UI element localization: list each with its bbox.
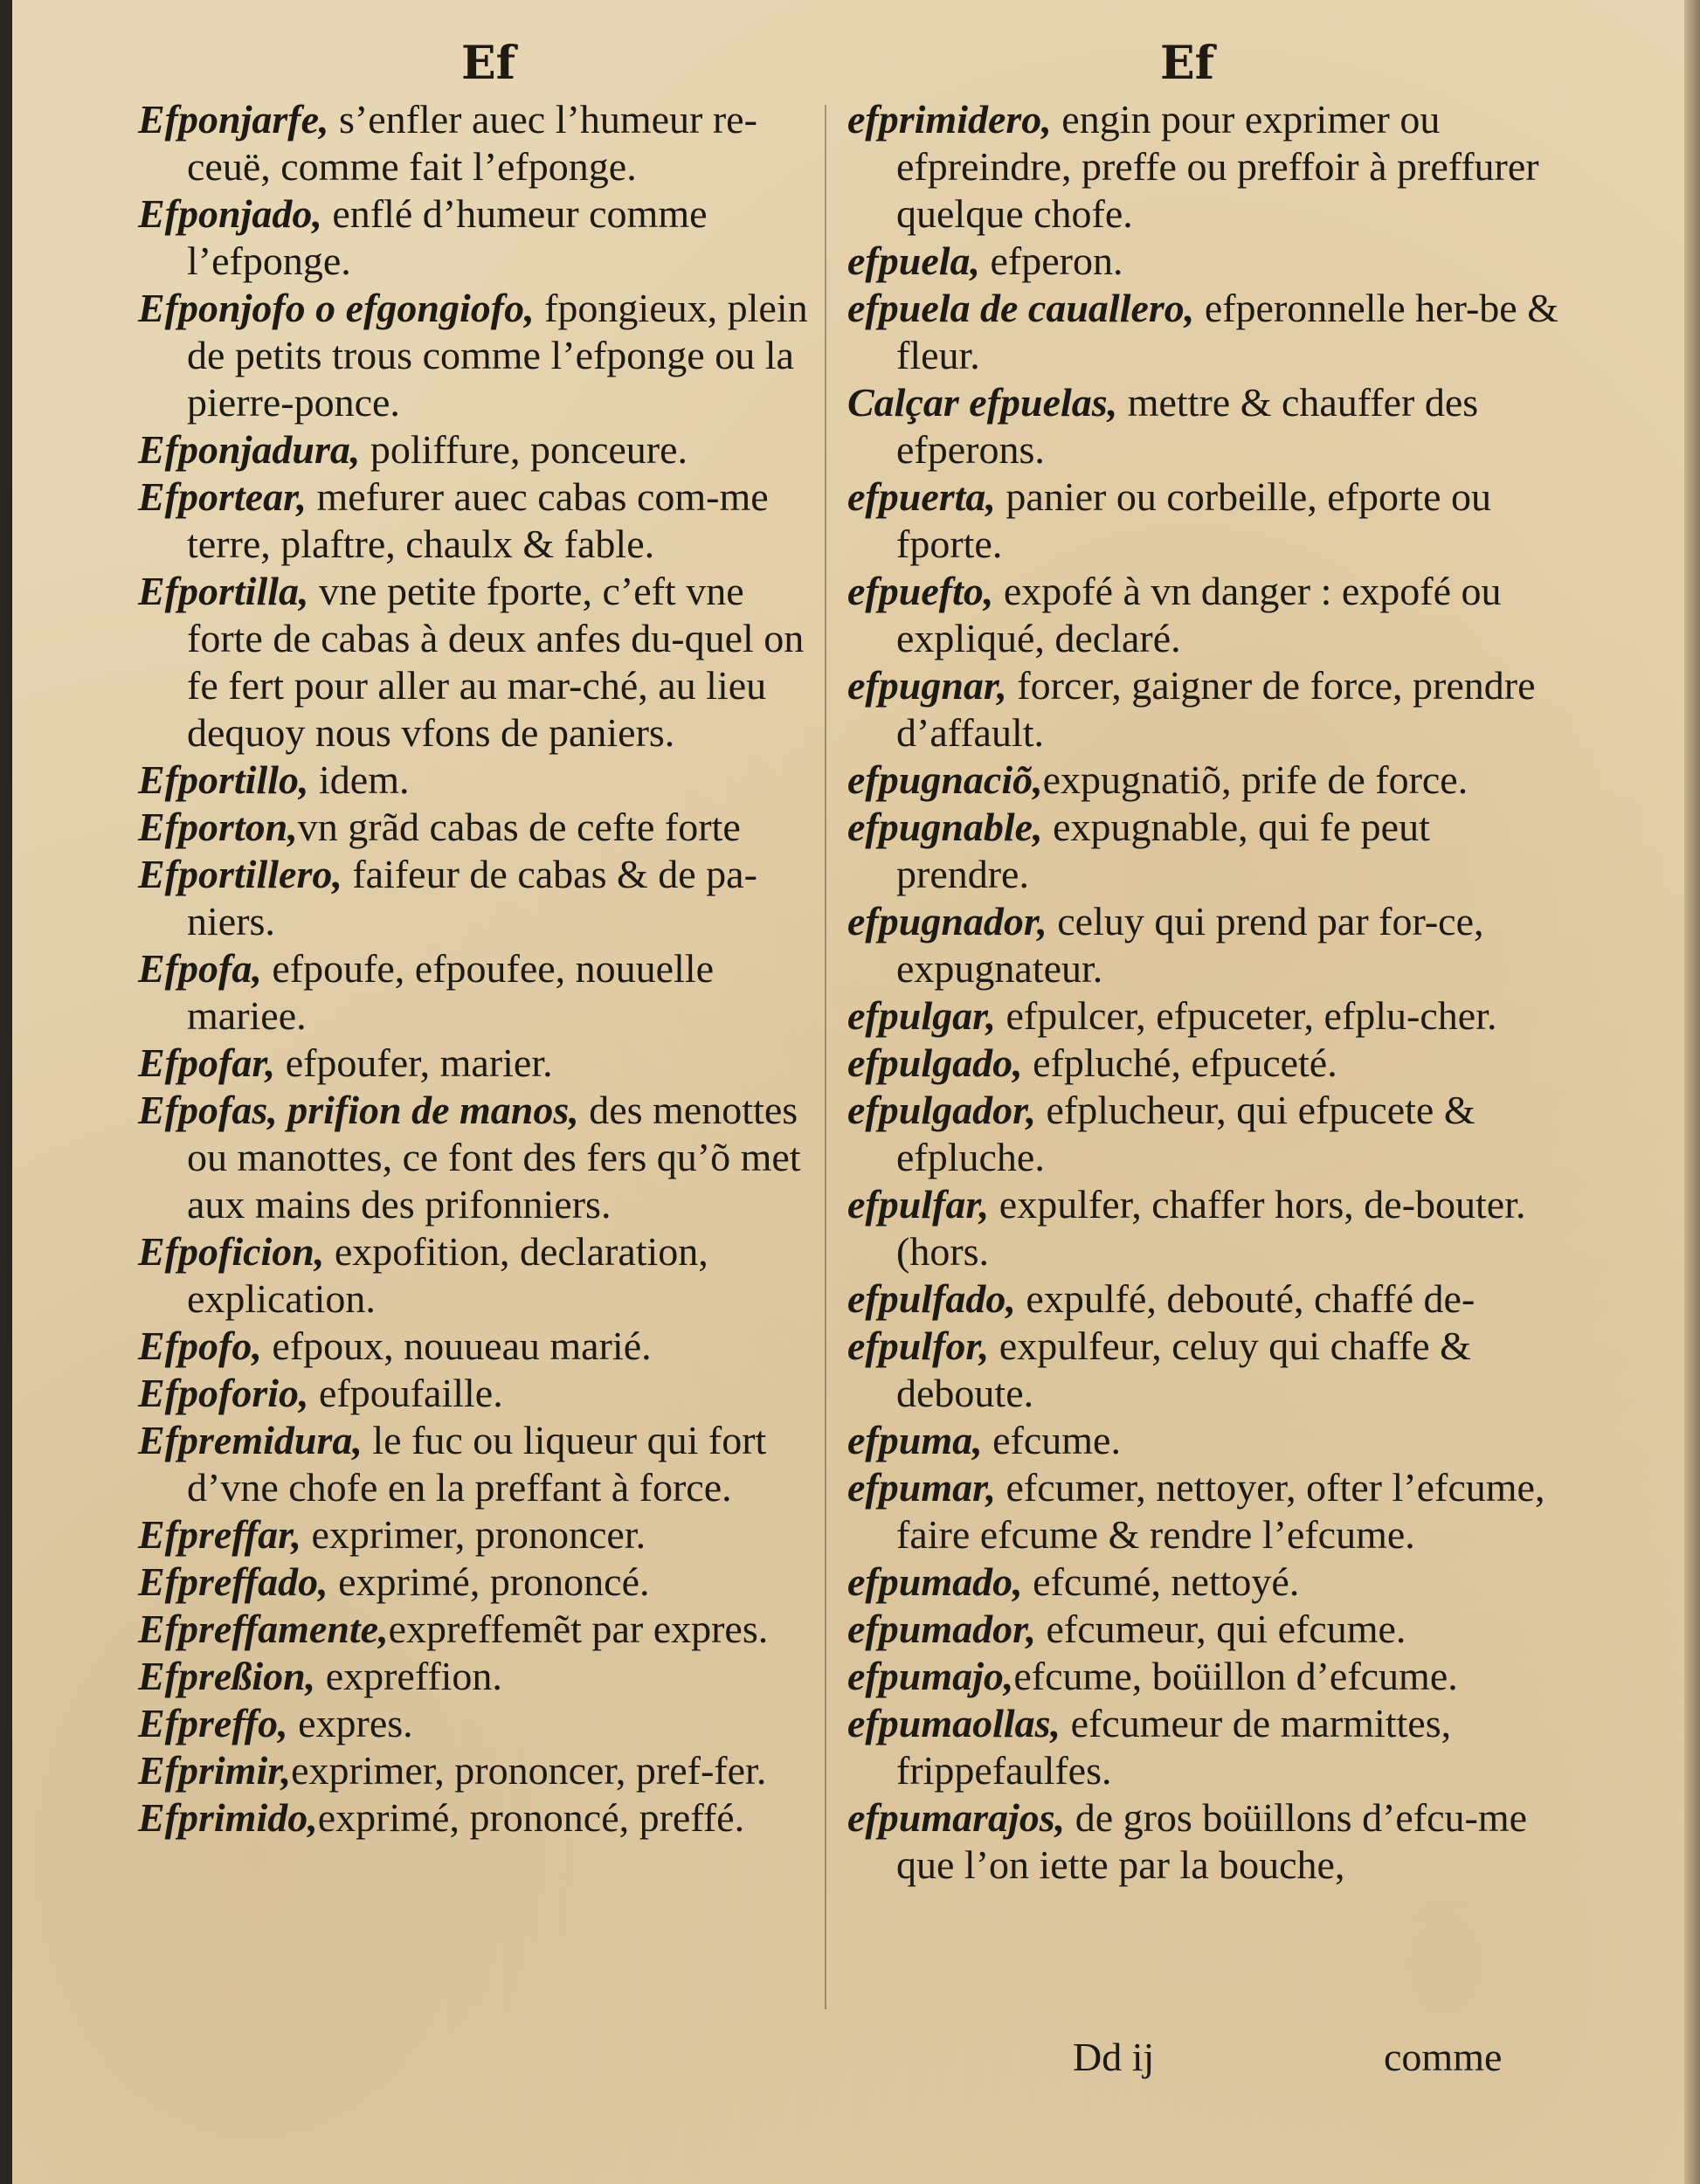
definition: efcumeur, qui efcume.: [1035, 1607, 1406, 1651]
headword: Efpofas, prifion de manos,: [138, 1088, 579, 1132]
dictionary-entry: [847, 379, 1564, 473]
catchword: comme: [1384, 2035, 1503, 2079]
definition: exprimé, prononcé.: [328, 1559, 650, 1604]
page-edge-left: [0, 0, 12, 2184]
headword: Efpreffo,: [138, 1701, 288, 1745]
definition: efpoufaille.: [308, 1371, 503, 1415]
headword: Efpreffar,: [138, 1512, 301, 1557]
definition: efplucheur, qui efpucete & efpluche.: [896, 1088, 1475, 1179]
definition: efpulcer, efpuceter, efplu-cher.: [995, 993, 1497, 1038]
definition: expulfé, debouté, chaffé de-: [1015, 1276, 1475, 1321]
dictionary-entry: [847, 1464, 1564, 1559]
dictionary-entry: [847, 1087, 1564, 1181]
headword: efpugnaciõ,: [847, 757, 1043, 802]
definition: expugnable, qui fe peut prendre.: [896, 805, 1430, 896]
dictionary-entry: [847, 1181, 1564, 1275]
headword: Efponjado,: [138, 191, 322, 236]
definition: mefurer auec cabas com-me terre, plaftre, chaulx & fable.: [187, 474, 769, 566]
headword: Efpreßion,: [138, 1654, 316, 1698]
dictionary-entry: [138, 1653, 828, 1700]
dictionary-entry: [138, 1700, 828, 1747]
headword: Efporton,: [138, 805, 298, 849]
headword: efpulgado,: [847, 1040, 1023, 1085]
headword: Efponjarfe,: [138, 97, 329, 142]
headword: Efportillero,: [138, 852, 342, 896]
definition: idem.: [308, 757, 410, 802]
headword: Efpoficion,: [138, 1229, 325, 1274]
definition: engin pour exprimer ou efpreindre, preffe ou preffoir à preffurer quelque chofe.: [896, 97, 1539, 236]
dictionary-entry: [138, 1370, 828, 1417]
headword: efpumado,: [847, 1559, 1023, 1604]
headword: Efponjadura,: [138, 427, 361, 472]
dictionary-entry: [847, 238, 1564, 285]
definition: efcumer, nettoyer, ofter l’efcume, faire efcume & rendre l’efcume.: [896, 1465, 1545, 1557]
dictionary-entry: [138, 851, 828, 945]
headword: efprimidero,: [847, 97, 1052, 142]
definition: mettre & chauffer des efperons.: [896, 380, 1479, 472]
dictionary-entry: [847, 1700, 1564, 1794]
dictionary-entry: [847, 1653, 1564, 1700]
dictionary-entry: [138, 1606, 828, 1653]
definition: fpongieux, plein de petits trous comme l’efponge ou la pierre-ponce.: [187, 286, 808, 425]
headword: efpuerta,: [847, 474, 996, 519]
dictionary-entry: [138, 804, 828, 851]
headword: efpumador,: [847, 1607, 1036, 1651]
headword: Efprimido,: [138, 1795, 318, 1840]
headword: Calçar efpuelas,: [847, 380, 1118, 425]
headword: efpuela,: [847, 238, 981, 283]
dictionary-entry: [138, 1417, 828, 1511]
headword: Efprimir,: [138, 1748, 292, 1793]
dictionary-entry: [138, 1040, 828, 1087]
definition: vne petite fporte, c’eft vne forte de cabas à deux anfes du-quel on fe fert pour aller au mar-ché, au lieu dequoy nous vfons de paniers.: [187, 569, 805, 755]
headword: Efpoforio,: [138, 1371, 309, 1415]
headword: efpuela de cauallero,: [847, 286, 1195, 330]
dictionary-entry: [847, 568, 1564, 662]
definition: efcumé, nettoyé.: [1022, 1559, 1300, 1604]
dictionary-entry: [847, 285, 1564, 379]
dictionary-entry: [847, 96, 1564, 238]
dictionary-entry: [847, 662, 1564, 757]
dictionary-entry: [138, 1228, 828, 1323]
headword: Efpofo,: [138, 1324, 262, 1368]
definition: efcume.: [982, 1418, 1121, 1462]
definition: expreffemẽt par expres.: [388, 1607, 769, 1651]
definition: expugnatiõ, prife de force.: [1042, 757, 1468, 802]
definition: exprimer, prononcer, pref-fer.: [291, 1748, 767, 1793]
headword: efpulfado,: [847, 1276, 1016, 1321]
dictionary-entry: [138, 1323, 828, 1370]
definition: expulfeur, celuy qui chaffe & deboute.: [896, 1324, 1471, 1415]
dictionary-entry: [847, 1323, 1564, 1417]
headword: efpuefto,: [847, 569, 994, 613]
headword: efpulgar,: [847, 993, 996, 1038]
definition: efcumeur de marmittes, frippefaulfes.: [896, 1701, 1452, 1793]
dictionary-entry: [138, 190, 828, 285]
headword: efpumarajos,: [847, 1795, 1066, 1840]
headword: Efportillo,: [138, 757, 309, 802]
dictionary-entry: [847, 1559, 1564, 1606]
definition: des menottes ou manottes, ce font des fers qu’õ met aux mains des prifonniers.: [187, 1088, 801, 1227]
dictionary-entry: [138, 1794, 828, 1842]
definition: celuy qui prend par for-ce, expugnateur.: [896, 899, 1484, 991]
dictionary-entry: [138, 568, 828, 757]
dictionary-entry: [847, 1275, 1564, 1323]
definition: s’enfler auec l’humeur re-ceuë, comme fait l’efponge.: [187, 97, 757, 189]
definition: efpoufer, marier.: [275, 1040, 553, 1085]
headword: Efpofa,: [138, 946, 262, 991]
right-column: [847, 96, 1564, 1889]
dictionary-entry: [138, 285, 828, 426]
headword: Efportear,: [138, 474, 307, 519]
dictionary-entry: [847, 757, 1564, 804]
dictionary-entry: [138, 757, 828, 804]
definition: faifeur de cabas & de pa-niers.: [187, 852, 757, 943]
dictionary-entry: [847, 898, 1564, 992]
dictionary-entry: [138, 1087, 828, 1228]
dictionary-entry: [138, 1747, 828, 1794]
definition: de gros boüillons d’efcu-me que l’on iette par la bouche,: [896, 1795, 1528, 1887]
definition: exprimé, prononcé, preffé.: [317, 1795, 745, 1840]
definition: expulfer, chaffer hors, de-bouter. (hors.: [896, 1182, 1526, 1274]
definition: efpoux, nouueau marié.: [261, 1324, 652, 1368]
definition: efcume, boüillon d’efcume.: [1013, 1654, 1458, 1698]
dictionary-entry: [138, 1511, 828, 1559]
running-header-left: Ef: [461, 37, 516, 90]
headword: efpumaollas,: [847, 1701, 1061, 1745]
dictionary-entry: [847, 804, 1564, 898]
definition: forcer, gaigner de force, prendre d’affault.: [896, 663, 1536, 755]
headword: efpugnar,: [847, 663, 1007, 708]
definition: expofé à vn danger : expofé ou expliqué, declaré.: [896, 569, 1502, 660]
definition: enflé d’humeur comme l’efponge.: [187, 191, 708, 283]
definition: efpluché, efpuceté.: [1022, 1040, 1337, 1085]
definition: expofition, declaration, explication.: [187, 1229, 708, 1321]
definition: efperon.: [980, 238, 1123, 283]
headword: efpulfar,: [847, 1182, 990, 1227]
dictionary-entry: [847, 992, 1564, 1040]
definition: vn grãd cabas de cefte forte: [297, 805, 741, 849]
headword: Efpreffamente,: [138, 1607, 389, 1651]
definition: efpoufe, efpoufee, nouuelle mariee.: [187, 946, 715, 1038]
headword: efpulfor,: [847, 1324, 990, 1368]
dictionary-entry: [847, 1794, 1564, 1889]
dictionary-entry: [847, 1417, 1564, 1464]
dictionary-entry: [847, 1040, 1564, 1087]
definition: efperonnelle her-be & fleur.: [896, 286, 1559, 377]
dictionary-entry: [847, 1606, 1564, 1653]
headword: Efportilla,: [138, 569, 309, 613]
dictionary-entry: [138, 945, 828, 1040]
dictionary-entry: [138, 426, 828, 473]
signature-mark: Dd ij: [1073, 2035, 1155, 2079]
headword: Efpreffado,: [138, 1559, 328, 1604]
headword: efpugnable,: [847, 805, 1043, 849]
page-edge-right: [1684, 0, 1700, 2184]
dictionary-entry: [138, 1559, 828, 1606]
headword: Efpofar,: [138, 1040, 276, 1085]
headword: Efponjofo o efgongiofo,: [138, 286, 535, 330]
headword: efpuma,: [847, 1418, 983, 1462]
dictionary-entry: [138, 96, 828, 190]
definition: panier ou corbeille, efporte ou fporte.: [896, 474, 1492, 566]
definition: expres.: [287, 1701, 413, 1745]
definition: expreffion.: [315, 1654, 502, 1698]
definition: poliffure, ponceure.: [360, 427, 688, 472]
headword: efpumajo,: [847, 1654, 1014, 1698]
dictionary-entry: [138, 473, 828, 568]
headword: efpumar,: [847, 1465, 996, 1510]
dictionary-entry: [847, 473, 1564, 568]
left-column: [138, 96, 828, 1842]
definition: le fuc ou liqueur qui fort d’vne chofe en la preffant à force.: [187, 1418, 767, 1510]
running-header-right: Ef: [1160, 37, 1215, 90]
definition: exprimer, prononcer.: [301, 1512, 646, 1557]
headword: Efpremidura,: [138, 1418, 363, 1462]
headword: efpugnador,: [847, 899, 1047, 943]
headword: efpulgador,: [847, 1088, 1036, 1132]
